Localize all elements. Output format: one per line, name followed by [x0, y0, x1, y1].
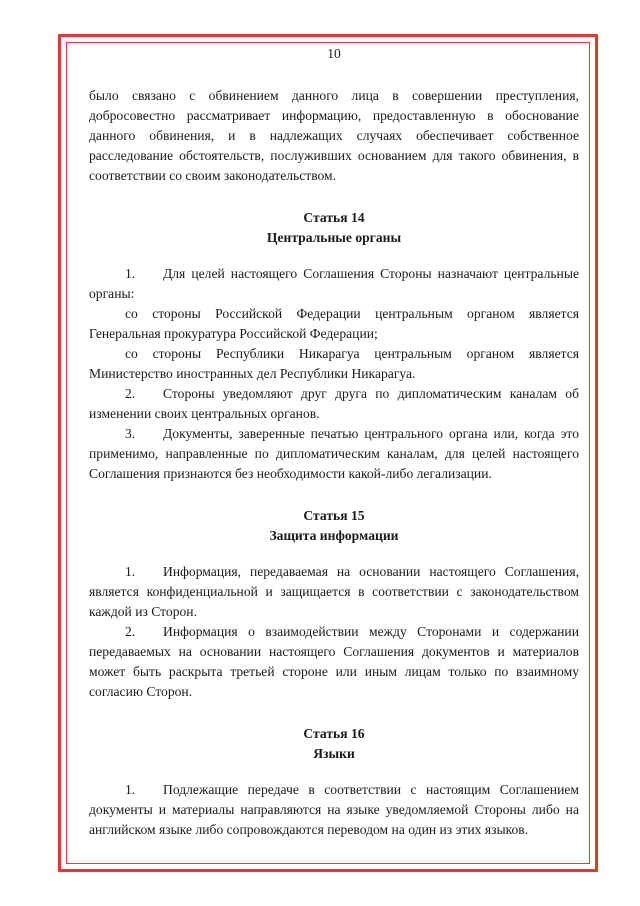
article-title: Защита информации — [269, 528, 399, 543]
article-14-heading — [89, 208, 579, 248]
clause-number: 1. — [125, 782, 136, 797]
article-15-clause-1 — [89, 562, 579, 622]
clause-text: Для целей настоящего Соглашения Стороны назначают центральные органы: — [89, 266, 579, 301]
clause-text: Документы, заверенные печатью центрального органа или, когда это применимо, направленные по дипломатическим каналам, для целей настоящего Соглашения признаются без необходимости какой-либо легализации. — [89, 426, 579, 481]
article-number: Статья 16 — [303, 726, 365, 741]
clause-number: 3. — [125, 426, 136, 441]
article-title: Центральные органы — [266, 230, 402, 245]
intro-paragraph: было связано с обвинением данного лица в совершении преступления, добросовестно рассматривает информацию, предоставленную в обоснование данного обвинения, и в надлежащих случаях обеспечивает собственное расследование обстоятельств, послуживших основанием для такого обвинения, в соответствии со своим законодательством. — [89, 88, 579, 183]
article-14-clause-1 — [89, 264, 579, 304]
clause-text: Подлежащие передаче в соответствии с настоящим Соглашением документы и материалы направляются на языке уведомляемой Стороны либо на английском языке либо сопровождаются переводом на один из этих языков. — [89, 782, 579, 837]
clause-number: 2. — [125, 624, 136, 639]
article-15-heading — [89, 506, 579, 546]
clause-text: Стороны уведомляют друг друга по дипломатическим каналам об изменении своих центральных органов. — [89, 386, 579, 421]
clause-number: 2. — [125, 386, 136, 401]
clause-text: Информация, передаваемая на основании настоящего Соглашения, является конфиденциальной и защищается в соответствии с законодательством каждой из Сторон. — [89, 564, 579, 619]
article-title: Языки — [313, 746, 355, 761]
article-14-clause-1b: со стороны Республики Никарагуа центральным органом является Министерство иностранных дел Республики Никарагуа. — [89, 346, 579, 381]
clause-number: 1. — [125, 564, 136, 579]
page-number: 10 — [327, 46, 341, 61]
article-16-heading — [89, 724, 579, 764]
clause-text: Информация о взаимодействии между Сторонами и содержании передаваемых на основании настоящего Соглашения документов и материалов может быть раскрыта третьей стороне или иным лицам только по взаимному согласию Сторон. — [89, 624, 579, 699]
article-14-clause-1a: со стороны Российской Федерации центральным органом является Генеральная прокуратура Российской Федерации; — [89, 306, 579, 341]
article-14-clause-3 — [89, 424, 579, 484]
article-number: Статья 15 — [303, 508, 365, 523]
article-16-clause-1 — [89, 780, 579, 840]
article-15-clause-2 — [89, 622, 579, 702]
article-number: Статья 14 — [303, 210, 365, 225]
clause-number: 1. — [125, 266, 136, 281]
document-body — [89, 44, 579, 840]
article-14-clause-2 — [89, 384, 579, 424]
